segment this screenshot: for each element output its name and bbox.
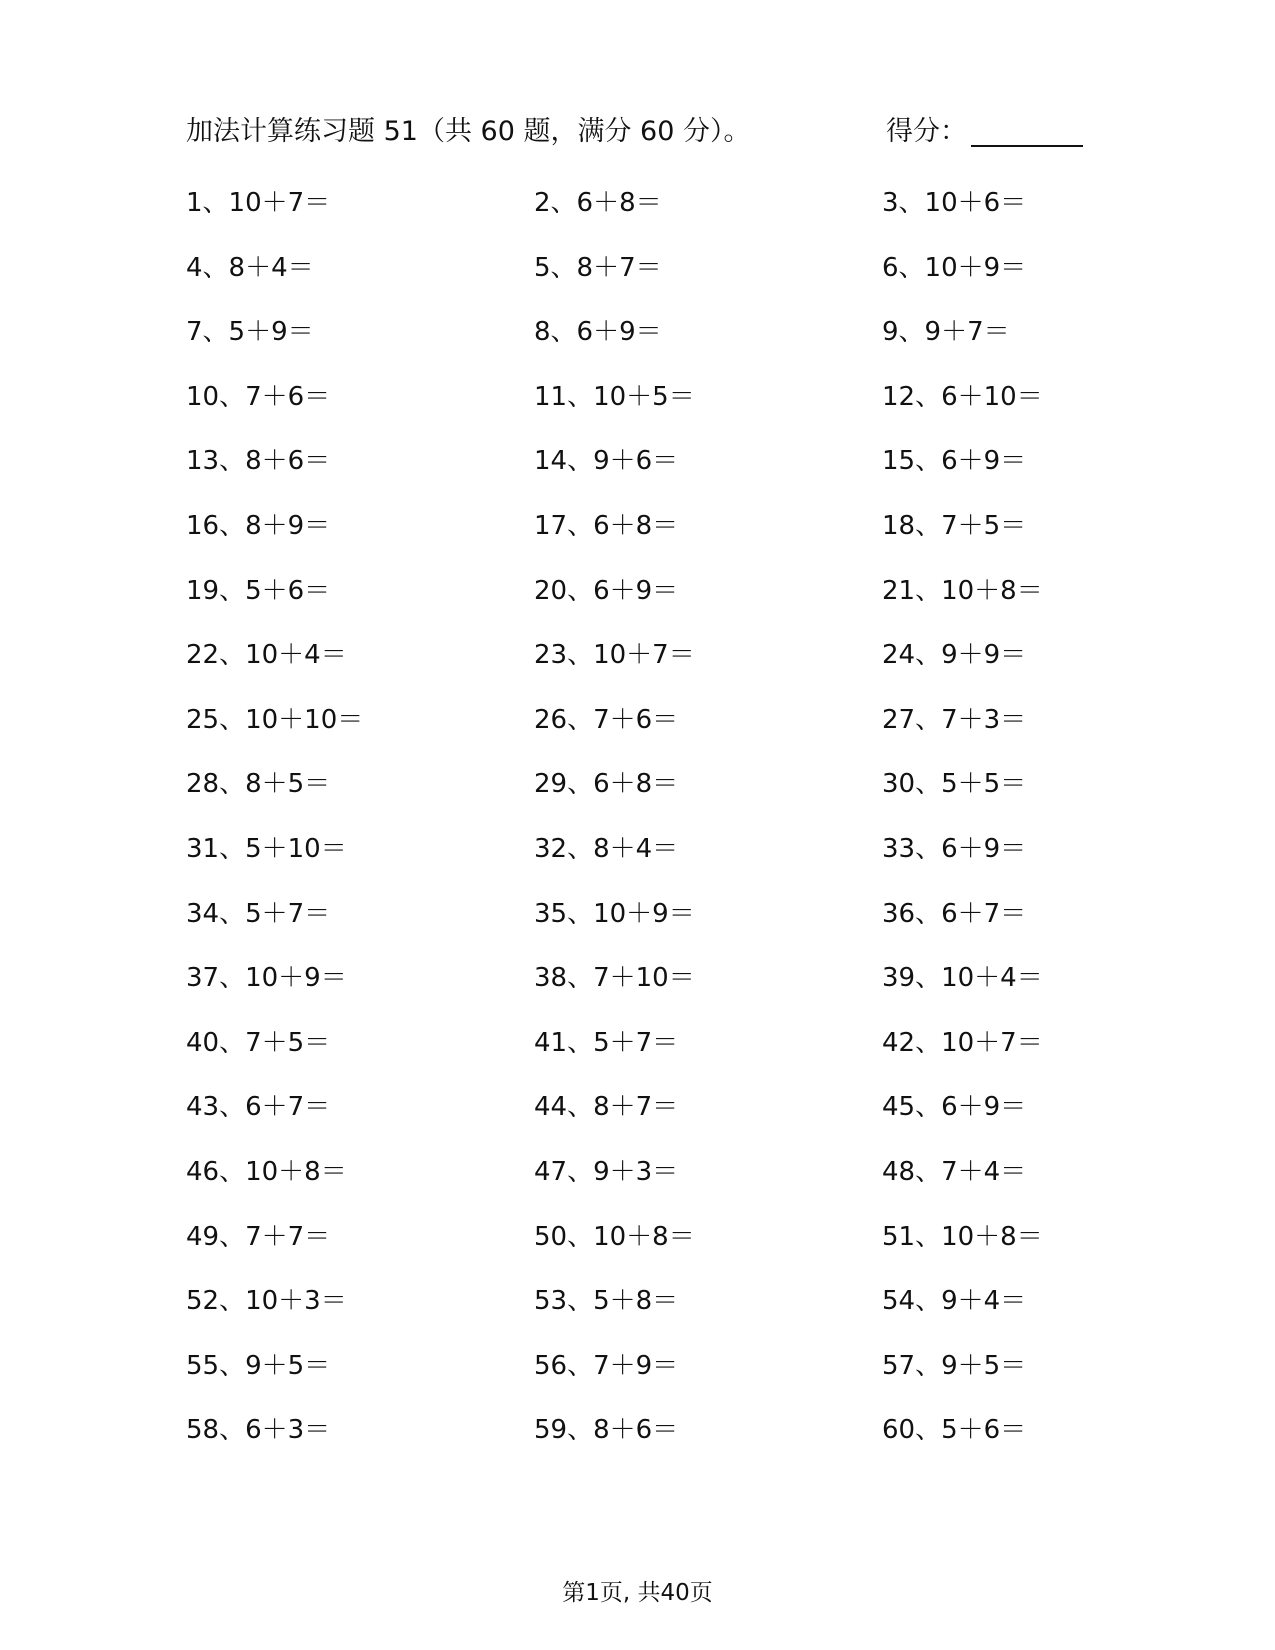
problem-item: 59、8＋6＝ [534,1415,679,1446]
problem-item: 55、9＋5＝ [186,1350,331,1381]
problem-item: 14、9＋6＝ [534,446,679,477]
problem-item: 26、7＋6＝ [534,704,679,735]
problem-item: 54、9＋4＝ [882,1286,1027,1317]
problem-item: 47、9＋3＝ [534,1156,679,1187]
problem-item: 9、9＋7＝ [882,317,1010,348]
problem-item: 52、10＋3＝ [186,1286,347,1317]
problem-item: 49、7＋7＝ [186,1221,331,1252]
problem-item: 42、10＋7＝ [882,1027,1043,1058]
problem-item: 8、6＋9＝ [534,317,662,348]
problem-item: 20、6＋9＝ [534,575,679,606]
problem-item: 11、10＋5＝ [534,381,695,412]
problem-item: 6、10＋9＝ [882,252,1027,283]
problem-item: 24、9＋9＝ [882,640,1027,671]
problem-item: 36、6＋7＝ [882,898,1027,929]
problem-grid [186,183,1186,1475]
problem-item: 37、10＋9＝ [186,963,347,994]
problem-item: 16、8＋9＝ [186,510,331,541]
problem-item: 53、5＋8＝ [534,1286,679,1317]
problem-item: 51、10＋8＝ [882,1221,1043,1252]
problem-item: 45、6＋9＝ [882,1092,1027,1123]
problem-item: 40、7＋5＝ [186,1027,331,1058]
problem-item: 28、8＋5＝ [186,769,331,800]
score-area [886,112,1083,152]
problem-item: 60、5＋6＝ [882,1415,1027,1446]
problem-item: 58、6＋3＝ [186,1415,331,1446]
problem-item: 23、10＋7＝ [534,640,695,671]
problem-item: 19、5＋6＝ [186,575,331,606]
problem-item: 56、7＋9＝ [534,1350,679,1381]
score-label: 得分： [886,116,967,147]
problem-item: 10、7＋6＝ [186,381,331,412]
problem-item: 48、7＋4＝ [882,1156,1027,1187]
problem-item: 5、8＋7＝ [534,252,662,283]
page-number: 第1页, 共40页 [562,1580,713,1606]
problem-item: 33、6＋9＝ [882,833,1027,864]
problem-item: 39、10＋4＝ [882,963,1043,994]
problem-item: 44、8＋7＝ [534,1092,679,1123]
problem-item: 31、5＋10＝ [186,833,347,864]
problem-item: 30、5＋5＝ [882,769,1027,800]
problem-item: 13、8＋6＝ [186,446,331,477]
problem-item: 21、10＋8＝ [882,575,1043,606]
problem-item: 41、5＋7＝ [534,1027,679,1058]
problem-item: 34、5＋7＝ [186,898,331,929]
problem-item: 2、6＋8＝ [534,188,662,218]
problem-item: 3、10＋6＝ [882,188,1027,218]
problem-item: 29、6＋8＝ [534,769,679,800]
problem-item: 46、10＋8＝ [186,1156,347,1187]
problem-item: 22、10＋4＝ [186,640,347,671]
problem-item: 27、7＋3＝ [882,704,1027,735]
problem-item: 7、5＋9＝ [186,317,314,348]
problem-item: 35、10＋9＝ [534,898,695,929]
problem-item: 57、9＋5＝ [882,1350,1027,1381]
problem-item: 43、6＋7＝ [186,1092,331,1123]
problem-item: 38、7＋10＝ [534,963,695,994]
problem-item: 50、10＋8＝ [534,1221,695,1252]
problem-item: 32、8＋4＝ [534,833,679,864]
problem-item: 25、10＋10＝ [186,704,364,735]
worksheet-header [186,112,1086,152]
worksheet-title: 加法计算练习题 51（共 60 题，满分 60 分）。 [186,116,751,147]
problem-item: 18、7＋5＝ [882,510,1027,541]
problem-item: 1、10＋7＝ [186,188,331,218]
problem-item: 15、6＋9＝ [882,446,1027,477]
problem-item: 4、8＋4＝ [186,252,314,283]
problem-item: 17、6＋8＝ [534,510,679,541]
problem-item: 12、6＋10＝ [882,381,1043,412]
score-blank-line [971,117,1083,147]
